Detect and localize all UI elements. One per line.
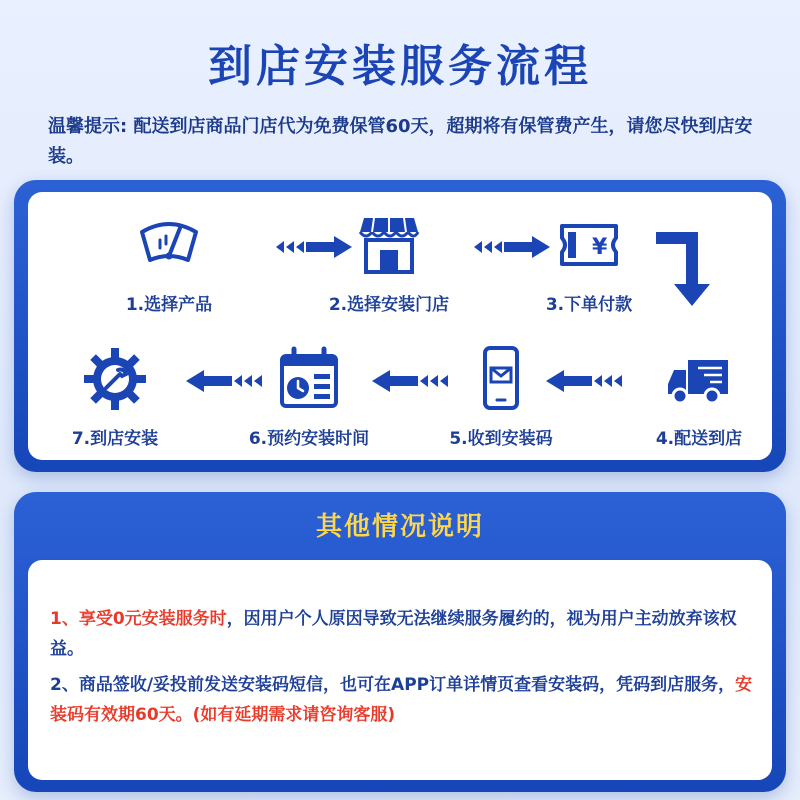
delivery-truck-icon <box>664 344 734 414</box>
step-7-label: 7.到店安装 <box>71 429 159 449</box>
tip-text: 温馨提示: 配送到店商品门店代为免费保管60天，超期将有保管费产生，请您尽快到店安装。 <box>48 116 753 167</box>
step-7 <box>30 344 200 449</box>
step-1-label: 1.选择产品 <box>125 295 213 315</box>
step-6-label: 6.预约安装时间 <box>248 429 370 449</box>
process-panel-inner <box>28 192 772 460</box>
note-2-highlight: 安装码有效期60天。(如有延期需求请咨询客服) <box>50 675 753 725</box>
other-info-title: 其他情况说明 <box>315 512 484 542</box>
note-1-text: ，因用户个人原因导致无法继续服务履约的，视为用户主动放弃该权益。 <box>50 609 737 659</box>
calendar-clock-icon <box>274 344 344 414</box>
step-2-label: 2.选择安装门店 <box>328 295 450 315</box>
step-3-label: 3.下单付款 <box>545 295 633 315</box>
other-info-inner <box>28 560 772 780</box>
svg-text:¥: ¥ <box>592 235 608 260</box>
step-5-label: 5.收到安装码 <box>449 429 553 449</box>
note-1-highlight: 享受0元安装服务时 <box>78 609 227 629</box>
other-info-panel <box>14 492 786 792</box>
step-6 <box>224 344 394 449</box>
note-1 <box>50 604 766 664</box>
step-5 <box>416 344 586 449</box>
note-2 <box>50 670 766 730</box>
phone-message-icon <box>466 344 536 414</box>
note-2-text: 2、商品签收/妥投前发送安装码短信，也可在APP订单详情页查看安装码，凭码到店服务， <box>50 675 736 695</box>
process-panel <box>14 180 786 472</box>
arrow-turn-down-icon <box>654 228 718 308</box>
payment-ticket-icon <box>554 210 624 280</box>
wiper-icon <box>134 210 204 280</box>
store-icon <box>354 210 424 280</box>
step-2 <box>304 210 474 315</box>
note-1-prefix: 1、 <box>50 609 79 629</box>
page-title: 到店安装服务流程 <box>208 41 592 92</box>
step-4 <box>614 344 784 449</box>
step-1 <box>84 210 254 315</box>
step-3 <box>504 210 674 315</box>
step-4-label: 4.配送到店 <box>655 429 743 449</box>
gear-wrench-icon <box>80 344 150 414</box>
